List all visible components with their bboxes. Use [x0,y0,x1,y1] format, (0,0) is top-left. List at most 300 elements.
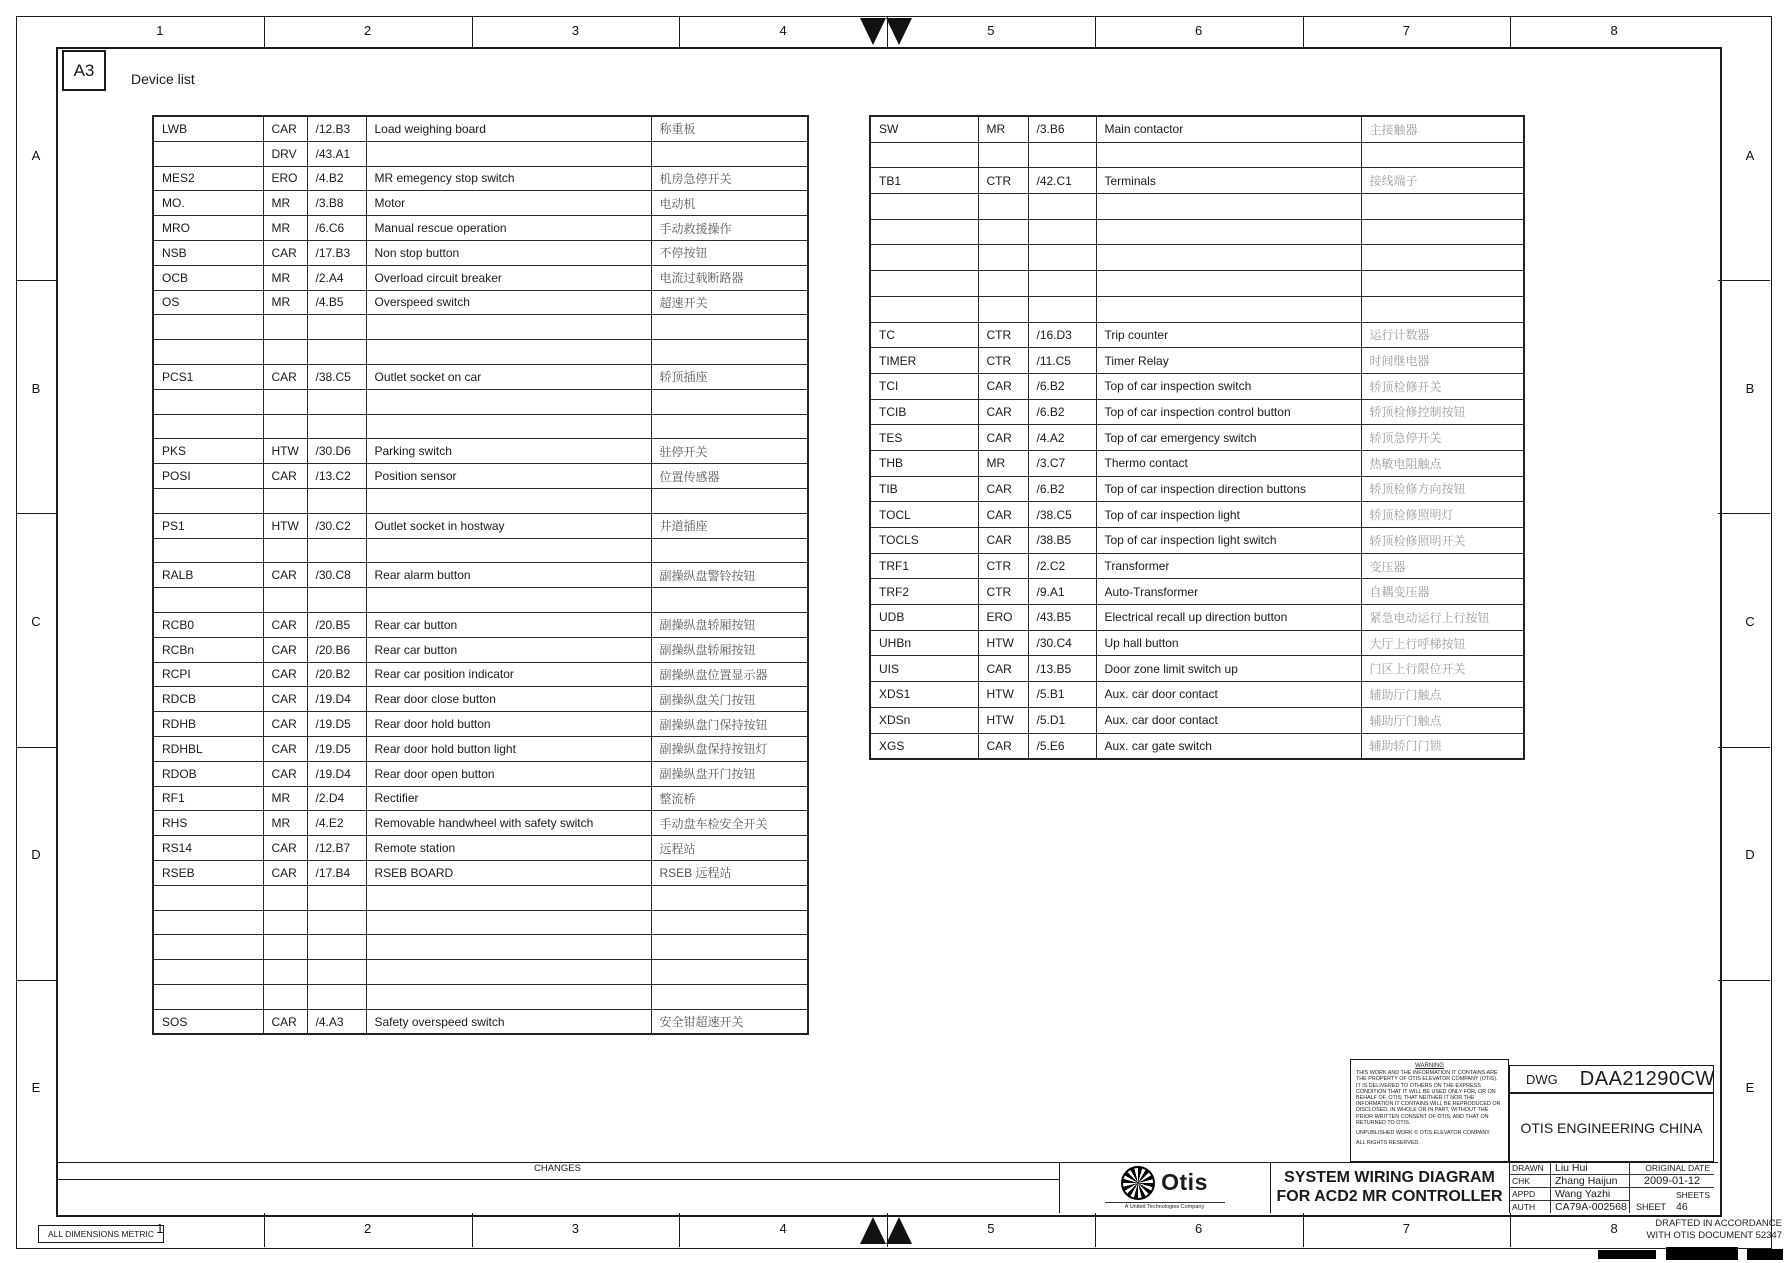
cell-device-code: UHBn [870,630,978,656]
cell-description-zh: 轿顶检修照明灯 [1361,502,1524,528]
cell-sheet-ref: /4.B2 [307,166,366,191]
cell-description-zh: 驻停开关 [651,439,808,464]
cell-description-zh [1361,142,1524,168]
cell-sheet-ref [307,885,366,910]
cell-location [263,960,307,985]
cell-location: CAR [978,502,1028,528]
cell-description-en: Overspeed switch [366,290,651,315]
dwg-number: DAA21290CW [1579,1067,1715,1090]
otis-tagline: A United Technologies Company [1105,1202,1225,1210]
cell-location [263,910,307,935]
cell-location: MR [263,265,307,290]
device-row [153,265,808,290]
device-row [870,450,1524,476]
cell-device-code: PCS1 [153,364,263,389]
cell-device-code: SOS [153,1009,263,1034]
cell-description-zh: 位置传感器 [651,464,808,489]
cell-location: DRV [263,141,307,166]
device-row [153,712,808,737]
column-number-top: 5 [987,23,995,38]
cell-description-zh: 轿顶急停开关 [1361,425,1524,451]
cell-location: CAR [978,733,1028,759]
cell-sheet-ref: /43.A1 [307,141,366,166]
device-row [870,271,1524,297]
cell-location: CAR [263,860,307,885]
cell-sheet-ref: /16.D3 [1028,322,1096,348]
cell-device-code [153,885,263,910]
cell-description-en [366,935,651,960]
cell-description-zh: 电动机 [651,191,808,216]
cell-sheet-ref: /20.B2 [307,662,366,687]
cell-description-en: Aux. car gate switch [1096,733,1361,759]
cell-device-code: THB [870,450,978,476]
cell-sheet-ref: /5.E6 [1028,733,1096,759]
row-letter-right: C [1745,614,1755,629]
cell-location: CAR [263,836,307,861]
drawn-value: Liu Hui [1551,1162,1630,1175]
otis-gear-icon [1121,1166,1155,1200]
original-date-label: ORIGINAL DATE [1630,1162,1714,1175]
grid-tick [16,747,56,748]
format-label: A3 [73,60,95,80]
cell-location [263,315,307,340]
cell-device-code: XDS1 [870,682,978,708]
device-row [153,414,808,439]
device-table-left [152,115,809,1035]
cell-device-code: RF1 [153,786,263,811]
cell-device-code: RDCB [153,687,263,712]
changes-panel [56,1163,1059,1174]
cell-location: HTW [263,439,307,464]
column-number-bottom: 7 [1402,1221,1410,1236]
cell-location: MR [263,290,307,315]
grid-tick [264,16,265,47]
cell-description-en [366,910,651,935]
cell-description-en: Non stop button [366,240,651,265]
cell-location: CTR [978,553,1028,579]
cell-sheet-ref [307,935,366,960]
cell-location: HTW [978,707,1028,733]
drawn-label: DRAWN [1509,1162,1551,1175]
cell-device-code: PS1 [153,513,263,538]
cell-description-zh [1361,296,1524,322]
drawing-title [1270,1168,1509,1206]
cell-description-en: Rear door close button [366,687,651,712]
cell-description-zh: 辅助厅门触点 [1361,682,1524,708]
cell-description-zh: 安全钳超速开关 [651,1009,808,1034]
cell-device-code [153,935,263,960]
grid-tick [1095,1213,1096,1247]
cell-sheet-ref: /6.C6 [307,216,366,241]
cell-description-en: Position sensor [366,464,651,489]
cell-description-en [366,340,651,365]
device-row [870,476,1524,502]
cell-description-en [366,315,651,340]
cell-description-zh: 副操纵盘关门按钮 [651,687,808,712]
device-row [153,240,808,265]
grid-tick [1303,16,1304,47]
sheet-number-cell [1630,1201,1714,1213]
cell-description-en: Safety overspeed switch [366,1009,651,1034]
cell-description-en: Top of car emergency switch [1096,425,1361,451]
cell-description-en: Rear door open button [366,761,651,786]
grid-tick [1718,280,1770,281]
device-row [153,662,808,687]
cell-location: CTR [978,348,1028,374]
grid-tick [1718,747,1770,748]
cell-device-code: MO. [153,191,263,216]
cell-description-zh [651,141,808,166]
cell-location: HTW [978,630,1028,656]
device-row [153,166,808,191]
cell-device-code: TRF2 [870,579,978,605]
cell-location: CAR [978,399,1028,425]
cell-device-code [153,340,263,365]
otis-wordmark: Otis [1161,1169,1208,1195]
device-row [153,687,808,712]
cell-device-code: TRF1 [870,553,978,579]
appd-value: Wang Yazhi [1551,1188,1630,1201]
device-row [153,389,808,414]
cell-device-code: TCIB [870,399,978,425]
grid-tick [679,1213,680,1247]
device-row [870,682,1524,708]
device-row [870,219,1524,245]
cell-device-code: RALB [153,563,263,588]
grid-tick [1510,16,1511,47]
cell-location [263,885,307,910]
column-number-bottom: 5 [987,1221,995,1236]
cell-description-en: Rear car button [366,612,651,637]
cell-device-code [153,984,263,1009]
cell-sheet-ref: /6.B2 [1028,373,1096,399]
cell-description-zh [1361,219,1524,245]
cell-device-code [153,588,263,613]
cell-sheet-ref [307,340,366,365]
cell-description-zh: 副操纵盘开门按钮 [651,761,808,786]
cell-device-code [153,414,263,439]
device-row [153,1009,808,1034]
grid-tick [264,1213,265,1247]
cell-description-zh: 副操纵盘门保持按钮 [651,712,808,737]
column-number-top: 2 [364,23,372,38]
device-row [153,935,808,960]
cell-description-en [1096,271,1361,297]
device-row [153,612,808,637]
cell-sheet-ref: /17.B3 [307,240,366,265]
column-number-top: 7 [1402,23,1410,38]
cell-description-zh: 不停按钮 [651,240,808,265]
cell-device-code: PKS [153,439,263,464]
cell-location [978,296,1028,322]
cell-description-zh [651,538,808,563]
column-number-top: 6 [1195,23,1203,38]
cell-description-en [366,984,651,1009]
cell-description-zh: 轿顶检修方向按钮 [1361,476,1524,502]
device-row [153,191,808,216]
cell-device-code [153,910,263,935]
cell-location [263,389,307,414]
device-row [153,513,808,538]
cell-device-code: TC [870,322,978,348]
cell-device-code: RDOB [153,761,263,786]
format-box [62,50,106,91]
sheets-label: SHEETS [1675,1189,1710,1200]
device-row [870,425,1524,451]
cell-location: MR [263,786,307,811]
row-letter-left: A [31,147,41,163]
cell-device-code [870,245,978,271]
cell-description-en: Rectifier [366,786,651,811]
auth-label: AUTH [1509,1201,1551,1213]
device-row [870,373,1524,399]
device-row [870,733,1524,759]
device-row [153,984,808,1009]
cell-description-en: Aux. car door contact [1096,682,1361,708]
cell-location: CAR [263,736,307,761]
cell-sheet-ref: /30.D6 [307,439,366,464]
column-number-top: 1 [156,23,164,38]
cell-description-en: Door zone limit switch up [1096,656,1361,682]
cell-description-zh: 辅助轿门门锁 [1361,733,1524,759]
cell-device-code: TIMER [870,348,978,374]
cell-description-en: Outlet socket on car [366,364,651,389]
warning-heading: WARNING [1415,1063,1444,1069]
cell-sheet-ref [1028,219,1096,245]
drawing-title-line2: FOR ACD2 MR CONTROLLER [1276,1188,1503,1205]
cell-description-zh: 远程站 [651,836,808,861]
cell-description-zh: 称重板 [651,116,808,141]
cell-description-zh: 副操纵盘轿厢按钮 [651,612,808,637]
cell-location [263,935,307,960]
cell-device-code [870,142,978,168]
device-row [870,553,1524,579]
cell-sheet-ref: /30.C4 [1028,630,1096,656]
cell-sheet-ref: /9.A1 [1028,579,1096,605]
cell-device-code: MRO [153,216,263,241]
cell-location [263,984,307,1009]
cell-device-code: XGS [870,733,978,759]
grid-tick [472,16,473,47]
dwg-box [1509,1065,1714,1093]
cell-sheet-ref: /4.A2 [1028,425,1096,451]
column-number-bottom: 2 [364,1221,372,1236]
cell-location [263,488,307,513]
cell-location [263,340,307,365]
scan-artifact [1747,1249,1783,1260]
cell-description-en: Up hall button [1096,630,1361,656]
cell-sheet-ref [307,910,366,935]
cell-description-zh: 轿顶插座 [651,364,808,389]
scan-artifact [1598,1250,1656,1259]
cell-location: CAR [263,464,307,489]
cell-description-en: MR emegency stop switch [366,166,651,191]
cell-sheet-ref [307,389,366,414]
device-row [870,194,1524,220]
cell-description-zh [1361,194,1524,220]
cell-description-en: Trip counter [1096,322,1361,348]
drafted-line2: WITH OTIS DOCUMENT 52347 [1646,1229,1782,1241]
cell-device-code [870,296,978,322]
cell-sheet-ref [307,984,366,1009]
cell-location [978,142,1028,168]
cell-location: MR [263,811,307,836]
device-row [870,502,1524,528]
cell-description-en: Load weighing board [366,116,651,141]
cell-device-code: TOCL [870,502,978,528]
device-row [153,116,808,141]
cell-location: CAR [263,364,307,389]
cell-device-code: OS [153,290,263,315]
cell-sheet-ref: /2.C2 [1028,553,1096,579]
cell-sheet-ref: /5.B1 [1028,682,1096,708]
cell-sheet-ref: /30.C8 [307,563,366,588]
grid-tick [1718,513,1770,514]
grid-tick [16,980,56,981]
cell-sheet-ref: /3.B6 [1028,116,1096,142]
cell-description-zh: 接线端子 [1361,168,1524,194]
cell-description-en [366,588,651,613]
warning-panel [1350,1059,1509,1162]
cell-device-code: UIS [870,656,978,682]
device-row [870,630,1524,656]
cell-device-code [153,141,263,166]
cell-description-en: Timer Relay [1096,348,1361,374]
device-row [153,216,808,241]
cell-location: CAR [263,612,307,637]
device-row [870,245,1524,271]
device-row [870,322,1524,348]
warning-returned: RETURNED TO OTIS. [1356,1119,1411,1126]
cell-location: CAR [263,1009,307,1034]
cell-sheet-ref: /13.C2 [307,464,366,489]
cell-description-en [366,885,651,910]
cell-sheet-ref [1028,194,1096,220]
cell-sheet-ref: /19.D4 [307,687,366,712]
cell-location: ERO [263,166,307,191]
cell-device-code [153,960,263,985]
device-row [153,860,808,885]
column-number-bottom: 3 [571,1221,579,1236]
cell-location: CAR [263,712,307,737]
cell-sheet-ref [307,488,366,513]
device-table-right [869,115,1525,760]
row-letter-right: B [1745,380,1755,396]
cell-device-code: SW [870,116,978,142]
row-letter-right: E [1745,1080,1755,1096]
device-row [153,364,808,389]
cell-device-code: TOCLS [870,528,978,554]
device-row [153,960,808,985]
cell-sheet-ref [307,315,366,340]
cell-sheet-ref: /3.C7 [1028,450,1096,476]
cell-location [263,588,307,613]
device-row [153,786,808,811]
cell-location: CAR [263,563,307,588]
cell-description-zh [1361,271,1524,297]
cell-device-code: MES2 [153,166,263,191]
column-number-bottom: 8 [1610,1221,1618,1236]
device-row [153,464,808,489]
cell-sheet-ref [307,960,366,985]
cell-device-code [153,488,263,513]
cell-description-zh [651,340,808,365]
cell-device-code: TES [870,425,978,451]
cell-device-code: RCBn [153,637,263,662]
cell-sheet-ref: /38.B5 [1028,528,1096,554]
device-row [153,588,808,613]
cell-description-zh [651,414,808,439]
column-number-bottom: 4 [779,1221,787,1236]
device-row [153,761,808,786]
cell-description-zh: 超速开关 [651,290,808,315]
device-row [153,340,808,365]
cell-sheet-ref [307,414,366,439]
cell-location [263,414,307,439]
device-row [870,116,1524,142]
cell-location: CAR [263,637,307,662]
device-row [153,290,808,315]
cell-device-code: RSEB [153,860,263,885]
device-row [870,579,1524,605]
cell-device-code: LWB [153,116,263,141]
cell-description-zh [651,960,808,985]
drawing-title-line1: SYSTEM WIRING DIAGRAM [1284,1169,1495,1186]
cell-description-zh: 手动盘车检安全开关 [651,811,808,836]
dwg-label: DWG [1526,1071,1558,1087]
cell-description-zh [651,910,808,935]
cell-location [978,194,1028,220]
cell-location: MR [263,216,307,241]
cell-description-en: Aux. car door contact [1096,707,1361,733]
device-row [870,168,1524,194]
cell-location: CTR [978,322,1028,348]
cell-description-en [1096,194,1361,220]
cell-description-zh [651,389,808,414]
cell-description-en [366,389,651,414]
cell-description-zh: 副操纵盘警铃按钮 [651,563,808,588]
original-date-value: 2009-01-12 [1630,1175,1714,1188]
row-letter-left: C [31,614,41,629]
cell-description-en: Thermo contact [1096,450,1361,476]
cell-description-zh: 运行计数器 [1361,322,1524,348]
cell-description-en: Remote station [366,836,651,861]
cell-description-zh: 自耦变压器 [1361,579,1524,605]
column-number-bottom: 6 [1195,1221,1203,1236]
chk-label: CHK [1509,1175,1551,1188]
cell-description-zh: 辅助厅门触点 [1361,707,1524,733]
cell-sheet-ref: /4.E2 [307,811,366,836]
grid-tick [472,1213,473,1247]
device-row [870,142,1524,168]
company-box [1509,1093,1714,1162]
drafted-line1: DRAFTED IN ACCORDANCE [1655,1218,1782,1229]
sheet-label: SHEET [1636,1202,1667,1212]
cell-sheet-ref: /13.B5 [1028,656,1096,682]
grid-tick [1303,1213,1304,1247]
cell-location: MR [263,191,307,216]
warning-body: THIS WORK AND THE INFORMATION IT CONTAINS ARE THE PROPERTY OF OTIS ELEVATOR COMPANY (OTIS). IT IS DELIVERED TO OTHERS ON THE EXPRESS CONDITION THAT IT WILL BE USED ONLY FOR, OR ON BEHALF OF, OTIS; THAT NEITHER IT NOR THE INFORMATION IT CONTAINS WILL BE REPRODUCED OR DISCLOSED, IN WHOLE OR IN PART, WITHOUT THE PRIOR WRITTEN CONSENT OF OTIS; AND THAT ON [1356,1070,1501,1120]
cell-device-code: RDHBL [153,736,263,761]
cell-location: CAR [978,373,1028,399]
cell-description-en [366,960,651,985]
cell-description-zh: 轿顶检修开关 [1361,373,1524,399]
cell-description-zh: 副操纵盘保持按钮灯 [651,736,808,761]
cell-device-code [153,538,263,563]
cell-description-en: Top of car inspection light switch [1096,528,1361,554]
cell-device-code [870,194,978,220]
cell-description-en [366,538,651,563]
